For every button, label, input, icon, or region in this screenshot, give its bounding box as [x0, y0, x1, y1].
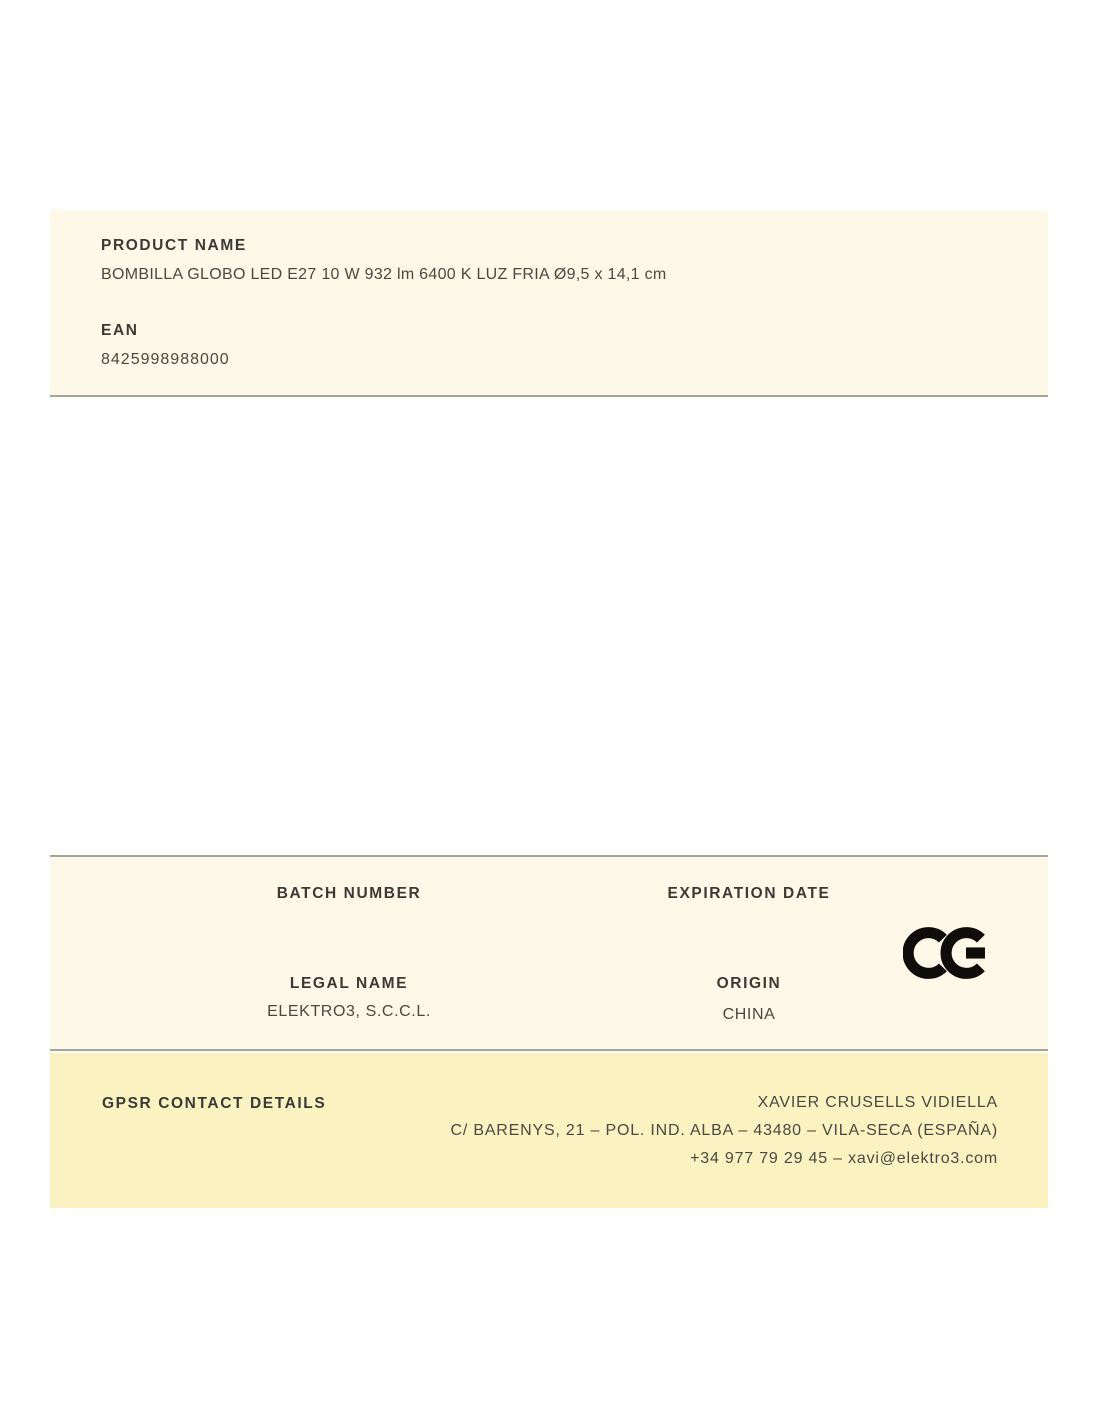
- gpsr-contact-section: [50, 1053, 1048, 1208]
- gpsr-contact-label: GPSR CONTACT DETAILS: [102, 1095, 327, 1112]
- origin-value: CHINA: [722, 1006, 776, 1023]
- contact-address: C/ BARENYS, 21 – POL. IND. ALBA – 43480 – VILA-SECA (ESPAÑA): [450, 1122, 998, 1139]
- product-name-label: PRODUCT NAME: [101, 237, 247, 254]
- batch-origin-section: [50, 855, 1048, 1051]
- contact-phone-email: +34 977 79 29 45 – xavi@elektro3.com: [690, 1150, 998, 1167]
- ean-value: 8425998988000: [101, 351, 230, 368]
- expiration-date-label: EXPIRATION DATE: [667, 885, 831, 902]
- contact-name: XAVIER CRUSELLS VIDIELLA: [757, 1094, 998, 1111]
- batch-number-label: BATCH NUMBER: [276, 885, 422, 902]
- origin-label: ORIGIN: [716, 975, 782, 992]
- ean-label: EAN: [101, 322, 139, 339]
- legal-name-label: LEGAL NAME: [289, 975, 409, 992]
- gpsr-contact-block: [451, 1093, 999, 1177]
- product-info-section: [50, 210, 1048, 397]
- ce-mark-icon: [903, 923, 991, 983]
- product-name-value: BOMBILLA GLOBO LED E27 10 W 932 lm 6400 K LUZ FRIA Ø9,5 x 14,1 cm: [101, 266, 667, 283]
- legal-name-value: ELEKTRO3, S.C.C.L.: [267, 1003, 431, 1020]
- spacer: [101, 284, 997, 322]
